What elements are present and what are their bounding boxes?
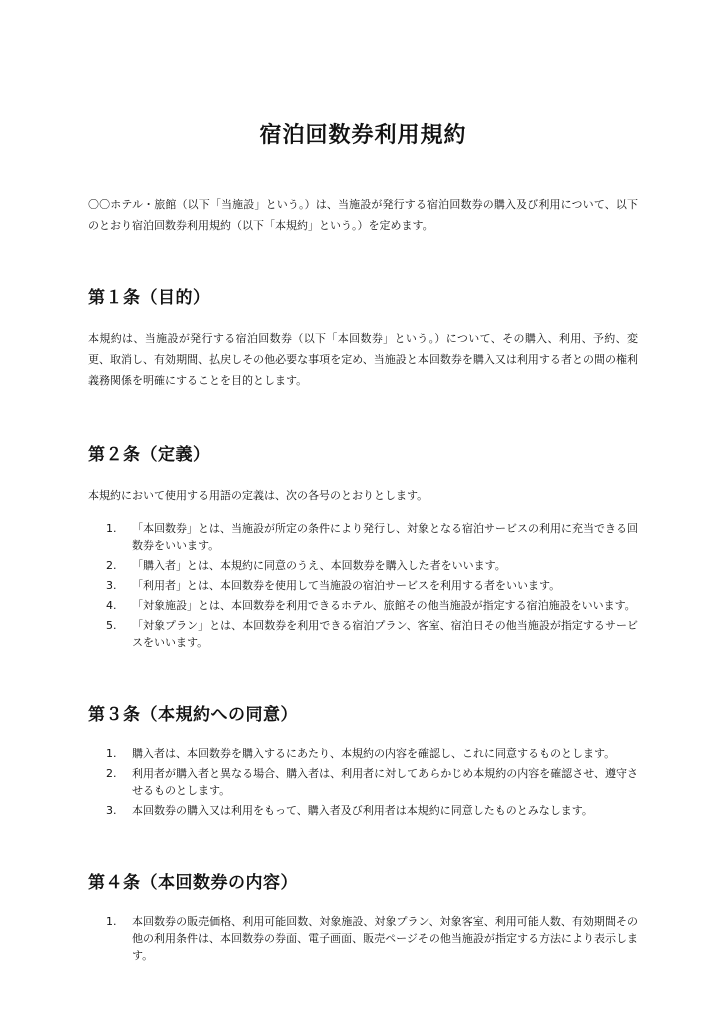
item-text: 「対象プラン」とは、本回数券を利用できる宿泊プラン、客室、宿泊日その他当施設が指定するサービスをいいます。 (132, 619, 638, 649)
item-text: 利用者が購入者と異なる場合、購入者は、利用者に対してあらかじめ本規約の内容を確認させ、遵守させるものとします。 (132, 767, 638, 797)
article-2 (88, 443, 638, 651)
intro-paragraph: 〇〇ホテル・旅館（以下「当施設」という。）は、当施設が発行する宿泊回数券の購入及び利用について、以下のとおり宿泊回数券利用規約（以下「本規約」という。）を定めます。 (88, 198, 638, 232)
item-number: 2. (106, 767, 117, 780)
article-text: 本規約は、当施設が発行する宿泊回数券（以下「本回数券」という。）について、その購入、利用、予約、変更、取消し、有効期間、払戻しその他必要な事項を定め、当施設と本回数券を購入又は利用する者との間の権利義務関係を明確にすることを目的とします。 (88, 332, 638, 387)
list-item (88, 577, 638, 594)
item-number: 3. (106, 804, 117, 817)
item-number: 4. (106, 599, 117, 612)
item-text: 購入者は、本回数券を購入するにあたり、本規約の内容を確認し、これに同意するものとします。 (132, 747, 616, 760)
article-3 (88, 703, 638, 819)
article-heading: 第４条（本回数券の内容） (88, 873, 298, 893)
article-heading: 第１条（目的） (88, 288, 211, 308)
list-item (88, 617, 638, 651)
item-number: 3. (106, 579, 117, 592)
item-number: 5. (106, 619, 117, 632)
item-text: 「利用者」とは、本回数券を使用して当施設の宿泊サービスを利用する者をいいます。 (132, 579, 561, 592)
list-item (88, 802, 638, 819)
list-item (88, 597, 638, 614)
article-heading: 第２条（定義） (88, 445, 211, 465)
consent-list (88, 745, 638, 819)
article-heading: 第３条（本規約への同意） (88, 705, 298, 725)
item-number: 2. (106, 559, 117, 572)
article-text: 本規約において使用する用語の定義は、次の各号のとおりとします。 (88, 489, 429, 502)
list-item (88, 520, 638, 554)
item-number: 1. (106, 915, 117, 928)
list-item (88, 557, 638, 574)
article-4 (88, 871, 638, 964)
content-list (88, 913, 638, 964)
item-number: 1. (106, 522, 117, 535)
list-item (88, 913, 638, 964)
list-item (88, 745, 638, 762)
definition-list (88, 520, 638, 651)
item-text: 「対象施設」とは、本回数券を利用できるホテル、旅館その他当施設が指定する宿泊施設をいいます。 (132, 599, 636, 612)
list-item (88, 765, 638, 799)
item-text: 本回数券の販売価格、利用可能回数、対象施設、対象プラン、対象客室、利用可能人数、有効期間その他の利用条件は、本回数券の券面、電子画面、販売ページその他当施設が指定する方法により表示します。 (132, 915, 638, 962)
document-title: 宿泊回数券利用規約 (259, 123, 467, 148)
article-1 (88, 286, 638, 391)
item-text: 本回数券の購入又は利用をもって、購入者及び利用者は本規約に同意したものとみなします。 (132, 804, 593, 817)
item-text: 「購入者」とは、本規約に同意のうえ、本回数券を購入した者をいいます。 (132, 559, 506, 572)
item-number: 1. (106, 747, 117, 760)
item-text: 「本回数券」とは、当施設が所定の条件により発行し、対象となる宿泊サービスの利用に充当できる回数券をいいます。 (132, 522, 638, 552)
